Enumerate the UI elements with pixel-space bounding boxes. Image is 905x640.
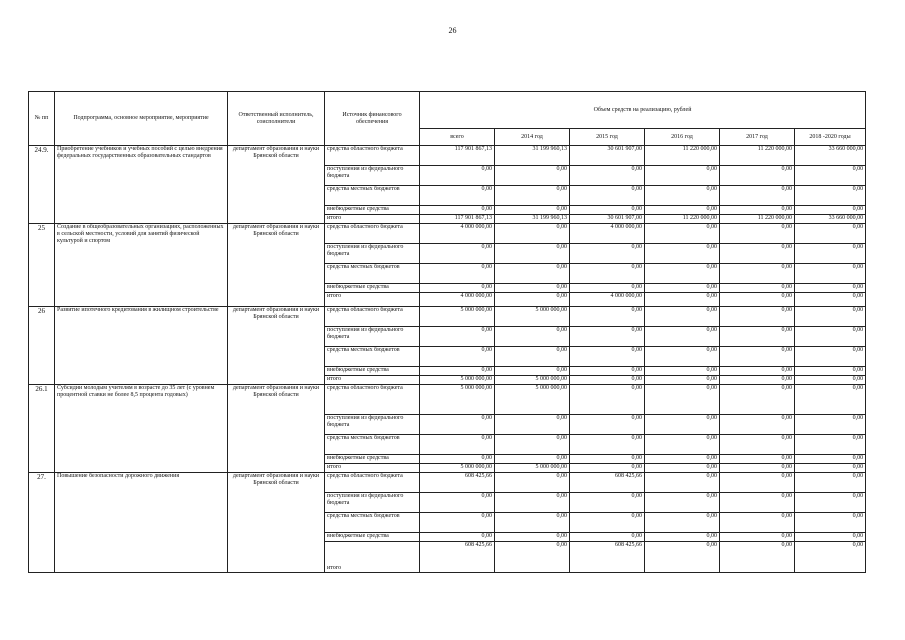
amount-cell: 0,00 — [720, 347, 795, 367]
amount-cell: 11 220 000,00 — [645, 215, 720, 224]
amount-cell: 0,00 — [570, 166, 645, 186]
amount-cell: 5 000 000,00 — [495, 464, 570, 473]
amount-cell: 0,00 — [570, 493, 645, 513]
amount-cell: 0,00 — [645, 542, 720, 573]
executor: департамент образования и науки Брянской области — [228, 307, 325, 385]
amount-cell: 0,00 — [420, 186, 495, 206]
amount-cell: 0,00 — [420, 513, 495, 533]
amount-cell: 0,00 — [795, 533, 866, 542]
program-name: Создание в общеобразовательных организациях, расположенных в сельской местности, условий для занятий физической культурой и спортом — [55, 224, 228, 307]
amount-cell: 0,00 — [495, 415, 570, 435]
amount-cell: 5 000 000,00 — [420, 464, 495, 473]
amount-cell: 0,00 — [720, 166, 795, 186]
funding-source: поступления из федерального бюджета — [325, 244, 420, 264]
amount-cell: 0,00 — [795, 455, 866, 464]
funding-source: поступления из федерального бюджета — [325, 327, 420, 347]
amount-cell: 0,00 — [570, 347, 645, 367]
funding-source: средства областного бюджета — [325, 307, 420, 327]
amount-cell: 0,00 — [570, 327, 645, 347]
amount-cell: 0,00 — [795, 327, 866, 347]
executor: департамент образования и науки Брянской области — [228, 224, 325, 307]
amount-cell: 0,00 — [420, 435, 495, 455]
funding-source: внебюджетные средства — [325, 533, 420, 542]
amount-cell: 0,00 — [495, 455, 570, 464]
amount-cell: 4 000 000,00 — [420, 293, 495, 307]
program-name: Повышение безопасности дорожного движения — [55, 473, 228, 573]
amount-cell: 11 220 000,00 — [720, 215, 795, 224]
budget-table — [28, 91, 866, 573]
amount-cell: 0,00 — [645, 533, 720, 542]
amount-cell: 0,00 — [720, 264, 795, 284]
funding-source: средства местных бюджетов — [325, 435, 420, 455]
amount-cell: 0,00 — [720, 367, 795, 376]
amount-cell: 0,00 — [795, 244, 866, 264]
amount-cell: 5 000 000,00 — [420, 307, 495, 327]
amount-cell: 5 000 000,00 — [420, 376, 495, 385]
amount-cell: 0,00 — [645, 206, 720, 215]
amount-cell: 0,00 — [495, 533, 570, 542]
amount-cell: 0,00 — [645, 473, 720, 493]
table-row — [29, 385, 866, 415]
funding-source: поступления из федерального бюджета — [325, 415, 420, 435]
page-number: 26 — [448, 26, 457, 35]
amount-cell: 5 000 000,00 — [420, 385, 495, 415]
amount-cell: 0,00 — [570, 264, 645, 284]
amount-cell: 11 220 000,00 — [720, 146, 795, 166]
funding-source: внебюджетные средства — [325, 455, 420, 464]
amount-cell: 117 901 867,13 — [420, 146, 495, 166]
funding-source: итого — [325, 293, 420, 307]
amount-cell: 0,00 — [645, 293, 720, 307]
amount-cell: 0,00 — [420, 284, 495, 293]
executor: департамент образования и науки Брянской области — [228, 146, 325, 224]
amount-cell: 0,00 — [720, 473, 795, 493]
amount-cell: 0,00 — [645, 385, 720, 415]
header-year: 2018 -2020 годы — [795, 129, 866, 146]
amount-cell: 0,00 — [495, 347, 570, 367]
amount-cell: 0,00 — [645, 493, 720, 513]
amount-cell: 0,00 — [645, 455, 720, 464]
amount-cell: 0,00 — [495, 542, 570, 573]
amount-cell: 0,00 — [795, 186, 866, 206]
amount-cell: 0,00 — [570, 367, 645, 376]
amount-cell: 33 660 000,00 — [795, 146, 866, 166]
row-number: 27. — [29, 473, 55, 573]
amount-cell: 0,00 — [795, 224, 866, 244]
row-number: 26.1 — [29, 385, 55, 473]
amount-cell: 0,00 — [795, 542, 866, 573]
amount-cell: 0,00 — [720, 464, 795, 473]
amount-cell: 0,00 — [645, 166, 720, 186]
amount-cell: 0,00 — [645, 367, 720, 376]
amount-cell: 0,00 — [720, 513, 795, 533]
funding-source: средства областного бюджета — [325, 473, 420, 493]
amount-cell: 0,00 — [420, 206, 495, 215]
amount-cell: 117 901 867,13 — [420, 215, 495, 224]
amount-cell: 0,00 — [420, 415, 495, 435]
amount-cell: 5 000 000,00 — [495, 376, 570, 385]
amount-cell: 0,00 — [720, 455, 795, 464]
amount-cell: 0,00 — [570, 284, 645, 293]
amount-cell: 0,00 — [720, 533, 795, 542]
amount-cell: 608 425,66 — [570, 542, 645, 573]
header-source: Источник финансового обеспечения — [325, 92, 420, 146]
program-name: Приобретение учебников и учебных пособий с целью внедрения федеральных государственных образовательных стандартов — [55, 146, 228, 224]
amount-cell: 0,00 — [570, 206, 645, 215]
amount-cell: 0,00 — [795, 284, 866, 293]
table-row — [29, 307, 866, 327]
funding-source: средства местных бюджетов — [325, 186, 420, 206]
executor: департамент образования и науки Брянской области — [228, 473, 325, 573]
amount-cell: 0,00 — [420, 533, 495, 542]
amount-cell: 0,00 — [795, 464, 866, 473]
amount-cell: 0,00 — [795, 347, 866, 367]
header-num: № пп — [29, 92, 55, 146]
funding-source: средства областного бюджета — [325, 146, 420, 166]
amount-cell: 0,00 — [720, 307, 795, 327]
amount-cell: 0,00 — [720, 186, 795, 206]
amount-cell: 30 601 907,00 — [570, 215, 645, 224]
amount-cell: 11 220 000,00 — [645, 146, 720, 166]
amount-cell: 0,00 — [495, 264, 570, 284]
amount-cell: 0,00 — [795, 206, 866, 215]
header-program: Подпрограмма, основное мероприятие, мероприятие — [55, 92, 228, 146]
amount-cell: 5 000 000,00 — [495, 307, 570, 327]
amount-cell: 0,00 — [720, 224, 795, 244]
funding-source: средства местных бюджетов — [325, 347, 420, 367]
amount-cell: 0,00 — [645, 186, 720, 206]
program-name: Субсидии молодым учителям в возрасте до 35 лет (с уровнем процентной ставки не более 8,5 процента годовых) — [55, 385, 228, 473]
amount-cell: 0,00 — [795, 376, 866, 385]
amount-cell: 0,00 — [795, 493, 866, 513]
amount-cell: 0,00 — [495, 493, 570, 513]
amount-cell: 0,00 — [495, 327, 570, 347]
amount-cell: 0,00 — [420, 264, 495, 284]
amount-cell: 0,00 — [720, 415, 795, 435]
amount-cell: 0,00 — [795, 367, 866, 376]
amount-cell: 608 425,66 — [420, 542, 495, 573]
amount-cell: 0,00 — [795, 166, 866, 186]
funding-source: внебюджетные средства — [325, 206, 420, 215]
amount-cell: 0,00 — [570, 244, 645, 264]
amount-cell: 0,00 — [645, 307, 720, 327]
amount-cell: 0,00 — [420, 347, 495, 367]
amount-cell: 0,00 — [720, 435, 795, 455]
amount-cell: 0,00 — [420, 244, 495, 264]
table-row — [29, 473, 866, 493]
amount-cell: 0,00 — [645, 264, 720, 284]
funding-source: поступления из федерального бюджета — [325, 166, 420, 186]
amount-cell: 0,00 — [720, 244, 795, 264]
amount-cell: 4 000 000,00 — [570, 293, 645, 307]
amount-cell: 0,00 — [570, 455, 645, 464]
amount-cell: 0,00 — [795, 435, 866, 455]
amount-cell: 0,00 — [495, 244, 570, 264]
amount-cell: 0,00 — [495, 293, 570, 307]
amount-cell: 0,00 — [570, 533, 645, 542]
amount-cell: 0,00 — [645, 513, 720, 533]
amount-cell: 608 425,66 — [420, 473, 495, 493]
amount-cell: 0,00 — [795, 385, 866, 415]
amount-cell: 33 660 000,00 — [795, 215, 866, 224]
amount-cell: 0,00 — [720, 493, 795, 513]
amount-cell: 0,00 — [570, 376, 645, 385]
amount-cell: 0,00 — [795, 513, 866, 533]
funding-source: средства местных бюджетов — [325, 264, 420, 284]
program-name: Развитие ипотечного кредитования в жилищном строительстве — [55, 307, 228, 385]
amount-cell: 0,00 — [420, 367, 495, 376]
amount-cell: 0,00 — [570, 415, 645, 435]
amount-cell: 4 000 000,00 — [570, 224, 645, 244]
amount-cell: 0,00 — [495, 367, 570, 376]
table-row — [29, 146, 866, 166]
funding-source: средства областного бюджета — [325, 385, 420, 415]
amount-cell: 0,00 — [645, 284, 720, 293]
header-funds: Объем средств на реализацию, рублей — [420, 92, 866, 129]
amount-cell: 0,00 — [495, 166, 570, 186]
amount-cell: 0,00 — [645, 244, 720, 264]
amount-cell: 0,00 — [495, 513, 570, 533]
funding-source: средства областного бюджета — [325, 224, 420, 244]
amount-cell: 0,00 — [795, 264, 866, 284]
amount-cell: 0,00 — [495, 284, 570, 293]
header-year: 2015 год — [570, 129, 645, 146]
amount-cell: 0,00 — [570, 435, 645, 455]
funding-source: внебюджетные средства — [325, 367, 420, 376]
amount-cell: 0,00 — [420, 327, 495, 347]
amount-cell: 0,00 — [570, 513, 645, 533]
funding-source: итого — [325, 215, 420, 224]
amount-cell: 0,00 — [570, 186, 645, 206]
amount-cell: 0,00 — [495, 186, 570, 206]
header-executor: Ответственный исполнитель, соисполнители — [228, 92, 325, 146]
amount-cell: 5 000 000,00 — [495, 385, 570, 415]
table-row — [29, 224, 866, 244]
amount-cell: 0,00 — [795, 307, 866, 327]
amount-cell: 31 199 960,13 — [495, 215, 570, 224]
funding-source: средства местных бюджетов — [325, 513, 420, 533]
amount-cell: 0,00 — [720, 376, 795, 385]
amount-cell: 31 199 960,13 — [495, 146, 570, 166]
amount-cell: 0,00 — [570, 307, 645, 327]
amount-cell: 0,00 — [645, 464, 720, 473]
amount-cell: 0,00 — [720, 385, 795, 415]
amount-cell: 0,00 — [795, 473, 866, 493]
amount-cell: 0,00 — [495, 473, 570, 493]
amount-cell: 0,00 — [720, 327, 795, 347]
amount-cell: 0,00 — [720, 284, 795, 293]
amount-cell: 0,00 — [495, 224, 570, 244]
amount-cell: 0,00 — [420, 493, 495, 513]
row-number: 26 — [29, 307, 55, 385]
amount-cell: 608 425,66 — [570, 473, 645, 493]
funding-source: итого — [325, 464, 420, 473]
amount-cell: 0,00 — [645, 415, 720, 435]
amount-cell: 0,00 — [645, 224, 720, 244]
row-number: 24.9. — [29, 146, 55, 224]
amount-cell: 0,00 — [720, 293, 795, 307]
amount-cell: 0,00 — [720, 206, 795, 215]
funding-source: итого — [325, 376, 420, 385]
header-year: 2016 год — [645, 129, 720, 146]
funding-source: итого — [325, 542, 420, 573]
executor: департамент образования и науки Брянской области — [228, 385, 325, 473]
amount-cell: 4 000 000,00 — [420, 224, 495, 244]
header-year: 2017 год — [720, 129, 795, 146]
amount-cell: 0,00 — [720, 542, 795, 573]
amount-cell: 0,00 — [645, 327, 720, 347]
row-number: 25 — [29, 224, 55, 307]
amount-cell: 0,00 — [420, 455, 495, 464]
amount-cell: 0,00 — [645, 347, 720, 367]
amount-cell: 0,00 — [570, 464, 645, 473]
amount-cell: 30 601 907,00 — [570, 146, 645, 166]
amount-cell: 0,00 — [495, 435, 570, 455]
amount-cell: 0,00 — [795, 293, 866, 307]
amount-cell: 0,00 — [420, 166, 495, 186]
header-year: всего — [420, 129, 495, 146]
amount-cell: 0,00 — [645, 435, 720, 455]
amount-cell: 0,00 — [495, 206, 570, 215]
funding-source: внебюджетные средства — [325, 284, 420, 293]
amount-cell: 0,00 — [645, 376, 720, 385]
funding-source: поступления из федерального бюджета — [325, 493, 420, 513]
amount-cell: 0,00 — [795, 415, 866, 435]
amount-cell: 0,00 — [570, 385, 645, 415]
header-year: 2014 год — [495, 129, 570, 146]
